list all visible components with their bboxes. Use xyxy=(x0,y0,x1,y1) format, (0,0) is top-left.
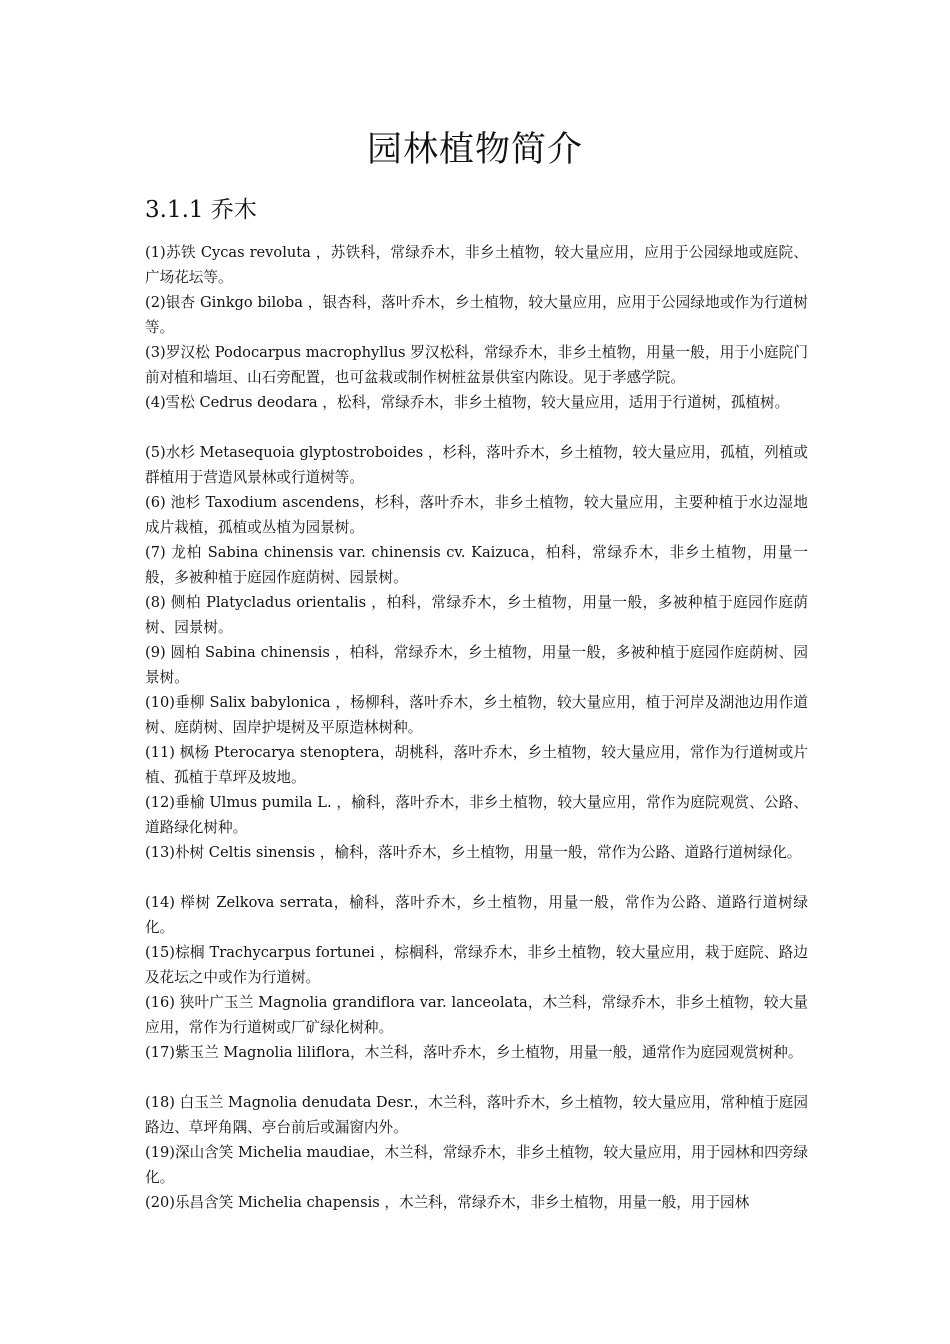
plant-entry: (5)水杉 Metasequoia glyptostroboides ，杉科，落叶乔木，乡土植物，较大量应用，孤植，列植或群植用于营造风景林或行道树等。 xyxy=(145,444,808,486)
plant-entry-list xyxy=(145,240,808,1240)
plant-entry: (16) 狭叶广玉兰 Magnolia grandiflora var. lanceolata，木兰科，常绿乔木，非乡土植物，较大量应用，常作为行道树或厂矿绿化树种。 xyxy=(145,994,808,1036)
plant-entry: (13)朴树 Celtis sinensis ，榆科，落叶乔木，乡土植物，用量一般，常作为公路、道路行道树绿化。 xyxy=(145,844,802,861)
plant-entry: (6) 池杉 Taxodium ascendens，杉科，落叶乔木，非乡土植物，较大量应用，主要种植于水边湿地成片栽植，孤植或丛植为园景树。 xyxy=(145,494,808,536)
plant-entry: (18) 白玉兰 Magnolia denudata Desr.，木兰科，落叶乔木，乡土植物，较大量应用，常种植于庭园路边、草坪角隅、亭台前后或漏窗内外。 xyxy=(145,1094,808,1136)
plant-entry: (9) 圆柏 Sabina chinensis ，柏科，常绿乔木，乡土植物，用量一般，多被种植于庭园作庭荫树、园景树。 xyxy=(145,644,808,686)
plant-entry: (4)雪松 Cedrus deodara ，松科，常绿乔木，非乡土植物，较大量应用，适用于行道树，孤植树。 xyxy=(145,394,790,411)
plant-entry: (19)深山含笑 Michelia maudiae，木兰科，常绿乔木，非乡土植物，较大量应用，用于园林和四旁绿化。 xyxy=(145,1144,808,1186)
plant-entry: (7) 龙柏 Sabina chinensis var. chinensis cv. Kaizuca，柏科，常绿乔木，非乡土植物，用量一般，多被种植于庭园作庭荫树、园景树。 xyxy=(145,544,808,586)
page-title: 园林植物简介 xyxy=(366,130,583,170)
plant-entry: (1)苏铁 Cycas revoluta ，苏铁科，常绿乔木，非乡土植物，较大量应用，应用于公园绿地或庭院、广场花坛等。 xyxy=(145,244,808,286)
plant-entry: (11) 枫杨 Pterocarya stenoptera，胡桃科，落叶乔木，乡土植物，较大量应用，常作为行道树或片植、孤植于草坪及坡地。 xyxy=(145,744,808,786)
section-heading: 3.1.1 乔木 xyxy=(145,197,257,223)
plant-entry: (15)棕榈 Trachycarpus fortunei ，棕榈科，常绿乔木，非乡土植物，较大量应用，栽于庭院、路边及花坛之中或作为行道树。 xyxy=(145,944,808,986)
plant-entry: (20)乐昌含笑 Michelia chapensis ，木兰科，常绿乔木，非乡土植物，用量一般，用于园林 xyxy=(145,1194,750,1211)
plant-entry: (17)紫玉兰 Magnolia liliflora，木兰科，落叶乔木，乡土植物，用量一般，通常作为庭园观赏树种。 xyxy=(145,1044,803,1061)
plant-entry: (8) 侧柏 Platycladus orientalis ，柏科，常绿乔木，乡土植物，用量一般，多被种植于庭园作庭荫树、园景树。 xyxy=(145,594,808,636)
plant-entry: (14) 榉树 Zelkova serrata，榆科，落叶乔木，乡土植物，用量一般，常作为公路、道路行道树绿化。 xyxy=(145,894,808,936)
plant-entry: (12)垂榆 Ulmus pumila L. ，榆科，落叶乔木，非乡土植物，较大量应用，常作为庭院观赏、公路、道路绿化树种。 xyxy=(145,794,808,836)
plant-entry: (3)罗汉松 Podocarpus macrophyllus 罗汉松科，常绿乔木，非乡土植物，用量一般，用于小庭院门前对植和墙垣、山石旁配置，也可盆栽或制作树桩盆景供室内陈设。见于孝感学院。 xyxy=(145,344,808,386)
plant-entry: (2)银杏 Ginkgo biloba ，银杏科，落叶乔木，乡土植物，较大量应用，应用于公园绿地或作为行道树等。 xyxy=(145,294,808,336)
plant-entry: (10)垂柳 Salix babylonica ，杨柳科，落叶乔木，乡土植物，较大量应用，植于河岸及湖池边用作道树、庭荫树、固岸护堤树及平原造林树种。 xyxy=(145,694,808,736)
